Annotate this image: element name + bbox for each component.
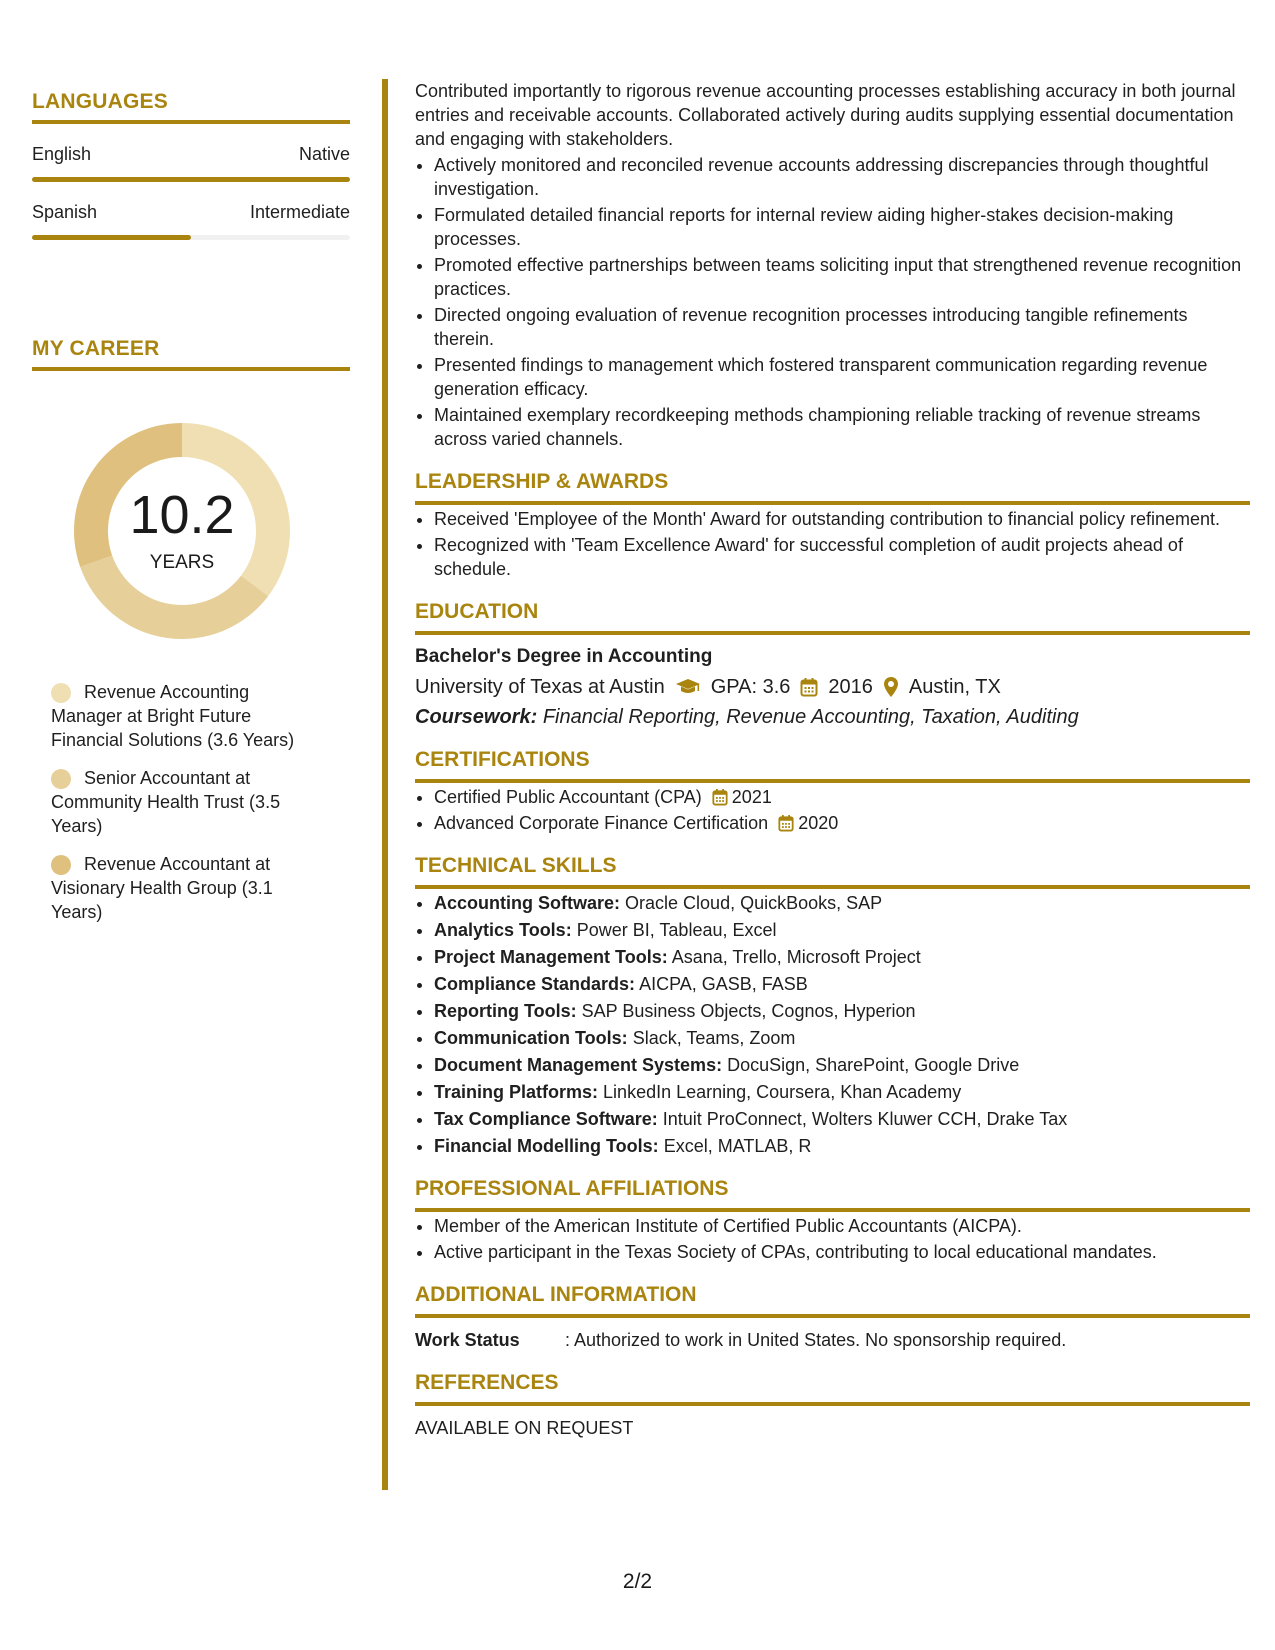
graduation-cap-icon: [675, 677, 701, 697]
language-english: [32, 144, 350, 182]
work-status-value: : Authorized to work in United States. No sponsorship required.: [565, 1330, 1067, 1350]
experience-bullet: • Directed ongoing evaluation of revenue recognition processes introducing tangible refinements therein.: [434, 303, 1250, 351]
experience-summary: Contributed importantly to rigorous revenue accounting processes establishing accuracy in both journal entries and receivable accounts. Collaborated actively during audits supplying essential documentation and engaging with stakeholders.: [415, 81, 1236, 149]
skill-values: LinkedIn Learning, Coursera, Khan Academy: [603, 1082, 962, 1102]
skill-item: [434, 945, 1250, 969]
award-item: • Received 'Employee of the Month' Award for outstanding contribution to financial policy refinement.: [434, 507, 1250, 531]
affiliations-list: [415, 1214, 1250, 1264]
skills-list: [415, 891, 1250, 1158]
affiliation-item: • Member of the American Institute of Certified Public Accountants (AICPA).: [434, 1214, 1250, 1238]
career-years-label: YEARS: [149, 552, 215, 573]
skill-category: Analytics Tools:: [434, 920, 572, 940]
skill-values: AICPA, GASB, FASB: [639, 974, 808, 994]
coursework: [415, 705, 1250, 729]
coursework-label: Coursework:: [415, 706, 538, 728]
career-donut: [67, 416, 297, 646]
school-name: University of Texas at Austin: [415, 676, 665, 698]
work-status-row: [415, 1328, 1250, 1352]
skill-item: [434, 1026, 1250, 1050]
language-bar: [32, 235, 350, 240]
certification-year: 2020: [798, 813, 839, 833]
skill-category: Compliance Standards:: [434, 974, 636, 994]
career-section: [32, 337, 350, 938]
career-legend: [32, 680, 350, 924]
references-text: AVAILABLE ON REQUEST: [415, 1418, 634, 1438]
work-status-label: Work Status: [415, 1330, 520, 1350]
skills-heading: TECHNICAL SKILLS: [415, 853, 1250, 889]
legend-label: Revenue Accounting Manager at Bright Future Financial Solutions (3.6 Years): [51, 682, 295, 750]
references-heading: REFERENCES: [415, 1370, 1250, 1406]
certification-item: [434, 811, 1250, 835]
skill-category: Document Management Systems:: [434, 1055, 723, 1075]
language-bar-fill: [32, 235, 191, 240]
education-heading: EDUCATION: [415, 599, 1250, 635]
experience-bullet: • Actively monitored and reconciled revenue accounts addressing discrepancies through thoughtful investigation.: [434, 153, 1250, 201]
skill-item: [434, 1053, 1250, 1077]
experience-bullet: • Formulated detailed financial reports for internal review aiding higher-stakes decision-making processes.: [434, 203, 1250, 251]
calendar-icon: [712, 788, 728, 806]
career-total-years: 10.2: [129, 485, 235, 545]
legend-dot: [51, 855, 71, 875]
graduation-year: 2016: [828, 676, 873, 698]
skill-category: Reporting Tools:: [434, 1001, 577, 1021]
education-meta: [415, 675, 1250, 699]
skill-values: SAP Business Objects, Cognos, Hyperion: [581, 1001, 916, 1021]
skill-item: [434, 1080, 1250, 1104]
skill-category: Project Management Tools:: [434, 947, 668, 967]
skill-category: Tax Compliance Software:: [434, 1109, 658, 1129]
career-legend-item: [51, 852, 321, 924]
certification-item: [434, 785, 1250, 809]
calendar-icon: [778, 814, 794, 832]
languages-heading: LANGUAGES: [32, 90, 350, 124]
leadership-heading: LEADERSHIP & AWARDS: [415, 469, 1250, 505]
skill-values: DocuSign, SharePoint, Google Drive: [727, 1055, 1020, 1075]
sidebar: [32, 90, 350, 240]
language-name: Spanish: [32, 202, 98, 222]
legend-dot: [51, 683, 71, 703]
coursework-list: Financial Reporting, Revenue Accounting, Taxation, Auditing: [542, 706, 1079, 728]
school-location: Austin, TX: [908, 676, 1001, 698]
skill-item: [434, 1107, 1250, 1131]
affiliation-item: • Active participant in the Texas Society of CPAs, contributing to local educational mandates.: [434, 1240, 1250, 1264]
career-legend-item: [51, 766, 321, 838]
skill-category: Communication Tools:: [434, 1028, 628, 1048]
calendar-icon: [800, 677, 818, 697]
certification-name: • Certified Public Accountant (CPA): [434, 787, 702, 807]
skill-values: Excel, MATLAB, R: [663, 1136, 812, 1156]
certifications-heading: CERTIFICATIONS: [415, 747, 1250, 783]
skill-category: Financial Modelling Tools:: [434, 1136, 659, 1156]
skill-item: [434, 1134, 1250, 1158]
career-heading: MY CAREER: [32, 337, 350, 371]
degree-title: Bachelor's Degree in Accounting: [415, 646, 713, 667]
skill-category: Training Platforms:: [434, 1082, 599, 1102]
award-item: • Recognized with 'Team Excellence Award' for successful completion of audit projects ahead of schedule.: [434, 533, 1250, 581]
location-pin-icon: [883, 676, 899, 698]
language-name: English: [32, 144, 92, 164]
main-column: [415, 79, 1250, 1440]
certification-year: 2021: [731, 787, 772, 807]
column-divider: [382, 79, 388, 1490]
legend-label: Senior Accountant at Community Health Trust (3.5 Years): [51, 768, 281, 836]
language-level: Native: [298, 144, 350, 164]
skill-values: Power BI, Tableau, Excel: [576, 920, 777, 940]
skill-item: [434, 999, 1250, 1023]
language-bar-fill: [32, 177, 350, 182]
experience-bullet: • Maintained exemplary recordkeeping methods championing reliable tracking of revenue streams across varied channels.: [434, 403, 1250, 451]
language-spanish: [32, 202, 350, 240]
affiliations-heading: PROFESSIONAL AFFILIATIONS: [415, 1176, 1250, 1212]
legend-dot: [51, 769, 71, 789]
additional-info-heading: ADDITIONAL INFORMATION: [415, 1282, 1250, 1318]
skill-values: Oracle Cloud, QuickBooks, SAP: [625, 893, 883, 913]
language-bar: [32, 177, 350, 182]
skill-values: Intuit ProConnect, Wolters Kluwer CCH, Drake Tax: [662, 1109, 1068, 1129]
skill-values: Slack, Teams, Zoom: [632, 1028, 796, 1048]
experience-bullet: • Presented findings to management which fostered transparent communication regarding revenue generation efficacy.: [434, 353, 1250, 401]
leadership-list: [415, 507, 1250, 581]
legend-label: Revenue Accountant at Visionary Health Group (3.1 Years): [51, 854, 273, 922]
gpa: GPA: 3.6: [710, 676, 791, 698]
education-entry: [415, 645, 1250, 729]
experience-bullets: [415, 153, 1250, 451]
skill-item: [434, 918, 1250, 942]
certifications-list: [415, 785, 1250, 835]
career-legend-item: [51, 680, 321, 752]
experience-bullet: • Promoted effective partnerships between teams soliciting input that strengthened revenue recognition practices.: [434, 253, 1250, 301]
skill-category: Accounting Software:: [434, 893, 621, 913]
certification-name: • Advanced Corporate Finance Certification: [434, 813, 769, 833]
page-number: 2/2: [622, 1570, 653, 1593]
language-level: Intermediate: [249, 202, 350, 222]
skill-item: [434, 972, 1250, 996]
skill-values: Asana, Trello, Microsoft Project: [671, 947, 921, 967]
skill-item: [434, 891, 1250, 915]
